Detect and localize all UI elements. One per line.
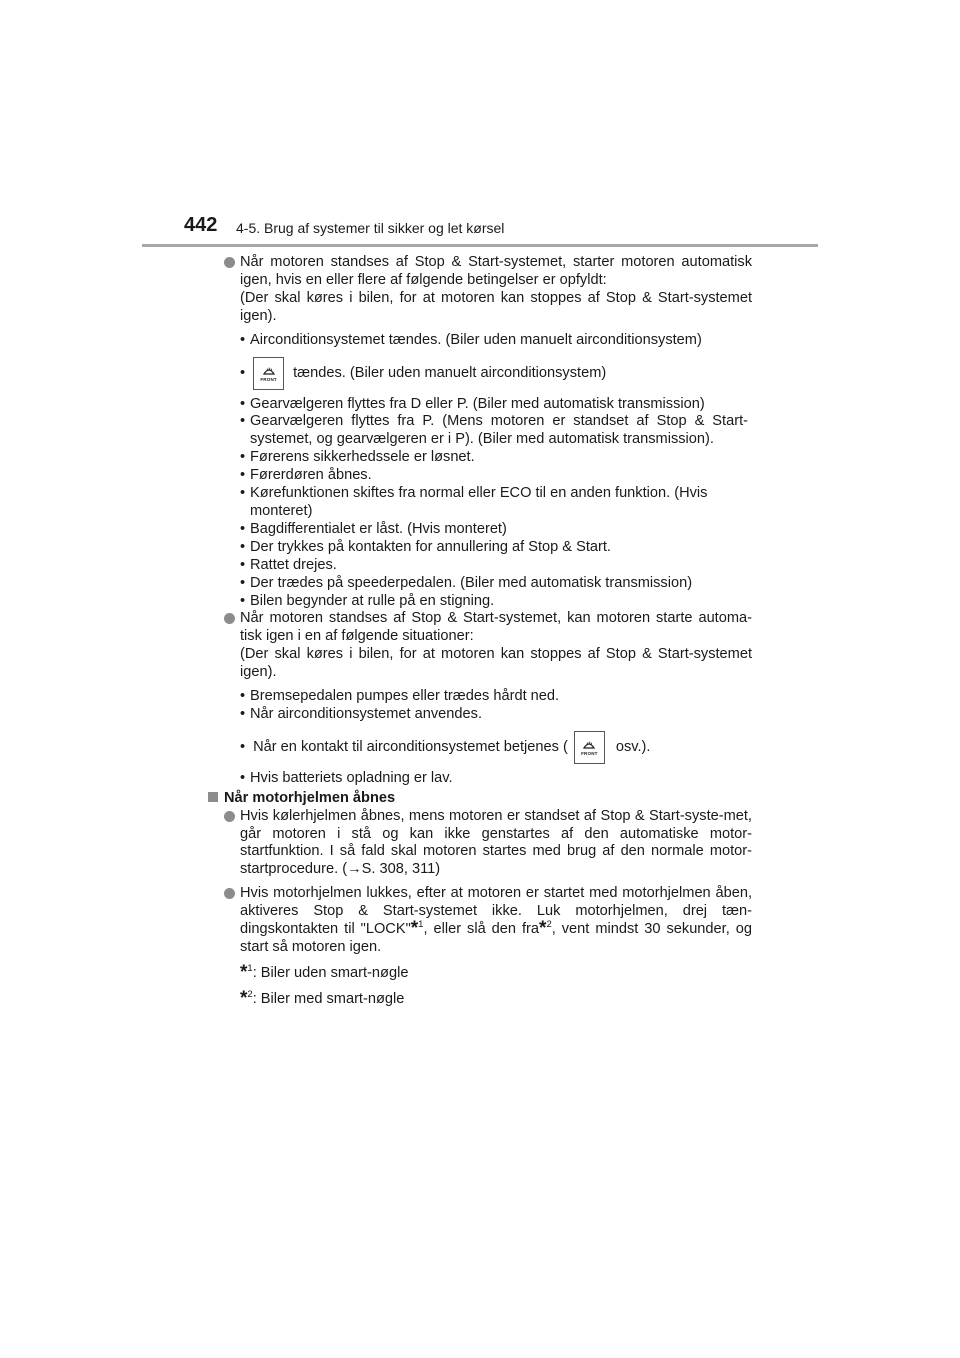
paragraph-note: (Der skal køres i bilen, for at motoren kan stoppes af Stop & Start-systemet igen).: [240, 646, 752, 681]
list-item: • Gearvælgeren flyttes fra P. (Mens motoren er standset af Stop & Start-systemet, og gearvælgeren er i P). (Biler med automatisk transmission).: [240, 413, 748, 448]
bullet-circle-icon: [224, 811, 235, 822]
section-heading: Når motorhjelmen åbnes: [208, 790, 752, 808]
paragraph-note: (Der skal køres i bilen, for at motoren kan stoppes af Stop & Start-systemet igen).: [240, 289, 752, 324]
list-item: • Rattet drejes.: [240, 556, 337, 573]
bullet-circle-icon: [224, 613, 235, 624]
list-item: • Der trykkes på kontakten for annullering af Stop & Start.: [240, 538, 611, 555]
list-item: • Airconditionsystemet tændes. (Biler uden manuelt airconditionsystem): [240, 331, 702, 348]
list-item-with-icon: • Når en kontakt til airconditionsystemet betjenes ( FRONT osv.).: [224, 730, 752, 766]
footnote: *$^2$: Biler med smart-nøgle: [240, 987, 405, 1009]
page-number: 442: [184, 214, 218, 236]
list-item-with-icon: • FRONT tændes. (Biler uden manuelt airconditionsystem): [224, 356, 752, 392]
front-defroster-icon: [253, 357, 284, 390]
list-item: • Gearvælgeren flyttes fra D eller P. (Biler med automatisk transmission): [240, 395, 705, 412]
paragraph-hood-open: Hvis kølerhjelmen åbnes, mens motoren er standset af Stop & Start-syste-met, går motoren i stå og kan ikke genstartes af den automatiske motor-startfunktion. I så fald skal motoren startes med brug af den normale motor-startprocedure. (→S. 308, 311): [224, 808, 752, 880]
list-item: • Kørefunktionen skiftes fra normal eller ECO til en anden funktion. (Hvis monteret): [240, 485, 708, 519]
list-item: • Bremsepedalen pumpes eller trædes hårdt ned.: [240, 688, 560, 705]
list-item: • Førerens sikkerhedssele er løsnet.: [240, 449, 475, 466]
list-item: • Når airconditionsystemet anvendes.: [240, 705, 482, 722]
list-item: • Der trædes på speederpedalen. (Biler med automatisk transmission): [240, 574, 693, 591]
list-item: • Førerdøren åbnes.: [240, 467, 372, 484]
bullet-circle-icon: [224, 257, 235, 268]
list-item: • Bilen begynder at rulle på en stigning.: [240, 592, 495, 609]
header-divider: [142, 244, 818, 247]
bullet-square-icon: [208, 792, 218, 802]
front-icon-label: FRONT: [260, 376, 277, 382]
paragraph-auto-restart-situations: [224, 610, 752, 682]
paragraph-text: Når motoren standses af Stop & Start-systemet, kan motoren starte automa-tisk igen i en af følgende situationer:: [240, 610, 752, 645]
bullet-circle-icon: [224, 888, 235, 899]
chapter-title: 4-5. Brug af systemer til sikker og let kørsel: [236, 220, 505, 236]
list-item: • Hvis batteriets opladning er lav.: [240, 769, 453, 786]
footnote: *$^1$: Biler uden smart-nøgle: [240, 961, 409, 983]
page-content: [224, 254, 752, 1009]
front-icon-label: FRONT: [581, 750, 598, 756]
paragraph-hood-closed: Hvis motorhjelmen lukkes, efter at motoren er startet med motorhjelmen åben, aktiveres Stop & Start-systemet ikke. Luk motorhjelmen, drej tæn-dingskontakten til "LOCK"*$^1$, eller slå den fra*$^2$, vent mindst 30 sekunder, og start så motoren igen.: [224, 885, 752, 957]
paragraph-restart-conditions: [224, 254, 752, 326]
list-item: • Bagdifferentialet er låst. (Hvis monteret): [240, 520, 507, 537]
paragraph-text: Når motoren standses af Stop & Start-systemet, starter motoren automatisk igen, hvis en eller flere af følgende betingelser er opfyldt:: [240, 254, 752, 288]
arrow-right-icon: →: [347, 861, 362, 878]
front-defroster-icon: [574, 731, 605, 764]
